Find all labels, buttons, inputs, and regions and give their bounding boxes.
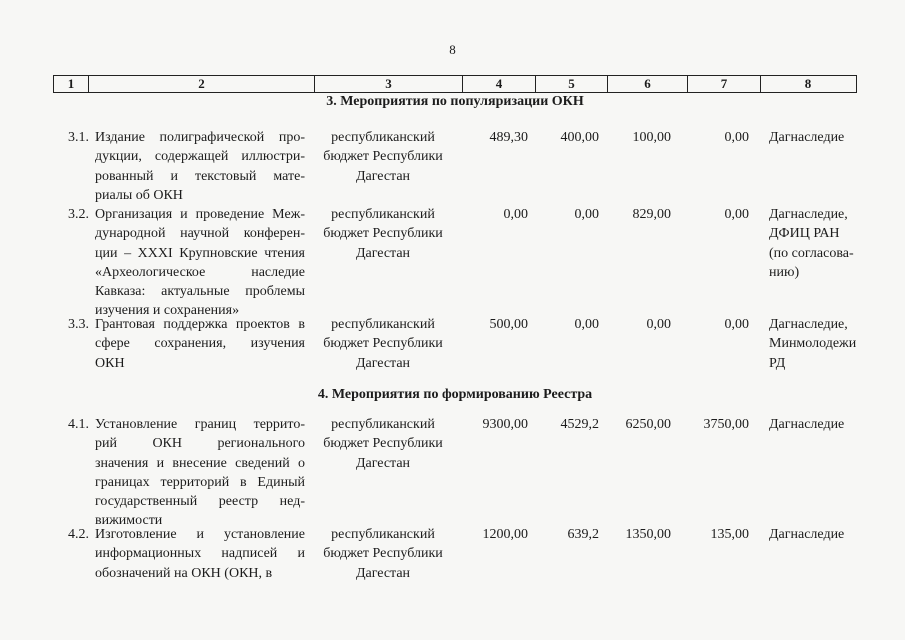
funding-source: [309, 128, 457, 186]
source-line: республиканский: [331, 417, 435, 432]
source-line: Дагестан: [355, 455, 411, 471]
amount-col-5: 0,00: [574, 207, 599, 222]
desc-line: Изготовление и установление: [95, 527, 305, 542]
header-col-8: 8: [804, 76, 812, 91]
measure-description: [95, 525, 305, 583]
funding-source: [309, 525, 457, 583]
amount-col-5: 400,00: [560, 130, 599, 145]
exec-line: Дагнаследие: [769, 130, 845, 145]
desc-line: вижимости: [95, 513, 163, 529]
measure-description: [95, 205, 305, 321]
executor: [769, 525, 861, 544]
header-col-7: 7: [688, 76, 761, 92]
desc-line: риалы об ОКН: [95, 187, 183, 203]
amount-col-7: 135,00: [710, 527, 749, 542]
funding-source: [309, 205, 457, 263]
exec-line: ДФИЦ РАН: [769, 226, 840, 242]
section-heading-4: 4. Мероприятия по формированию Реестра: [317, 387, 593, 402]
source-line: бюджет Республики: [323, 546, 443, 562]
source-line: Дагестан: [355, 245, 411, 261]
source-line: бюджет Республики: [323, 436, 443, 452]
source-line: республиканский: [331, 527, 435, 542]
desc-line: ции – XXXI Крупновские чтения: [95, 245, 305, 261]
amount-col-4: 0,00: [503, 207, 528, 222]
desc-line: Грантовая поддержка проектов в: [95, 317, 305, 332]
exec-line: (по согласова-: [769, 245, 854, 261]
source-line: бюджет Республики: [323, 336, 443, 352]
amount-col-4: 489,30: [489, 130, 528, 145]
amount-col-6: 1350,00: [625, 527, 671, 542]
amount-col-6: 100,00: [632, 130, 671, 145]
desc-line: дукции, содержащей иллюстри-: [95, 149, 305, 165]
desc-line: информационных надписей и: [95, 546, 305, 562]
amount-col-7: 0,00: [724, 130, 749, 145]
desc-line: дународной научной конферен-: [95, 226, 305, 242]
desc-line: «Археологическое наследие: [95, 264, 305, 280]
measure-description: [95, 415, 305, 531]
desc-line: Издание полиграфической про-: [95, 130, 305, 145]
row-number: 3.3.: [68, 317, 89, 332]
exec-line: Минмолодежи: [769, 336, 857, 352]
header-col-5: 5: [536, 76, 608, 92]
header-col-1: 1: [54, 76, 89, 92]
amount-col-4: 500,00: [489, 317, 528, 332]
amount-col-6: 829,00: [632, 207, 671, 222]
amount-col-5: 0,00: [574, 317, 599, 332]
amount-col-6: 6250,00: [625, 417, 671, 432]
desc-line: изучения и сохранения»: [95, 303, 240, 319]
source-line: бюджет Республики: [323, 226, 443, 242]
amount-col-4: 1200,00: [482, 527, 528, 542]
source-line: Дагестан: [355, 355, 411, 371]
exec-line: нию): [769, 264, 800, 280]
row-number: 4.2.: [68, 527, 89, 542]
amount-col-4: 9300,00: [482, 417, 528, 432]
executor: [769, 128, 861, 147]
desc-line: Организация и проведение Меж-: [95, 207, 305, 222]
header-col-6: 6: [608, 76, 688, 92]
section-heading-3: 3. Мероприятия по популяризации ОКН: [326, 94, 584, 109]
source-line: Дагестан: [355, 168, 411, 184]
executor: [769, 315, 861, 373]
exec-line: Дагнаследие,: [769, 317, 848, 332]
exec-line: РД: [769, 355, 786, 371]
desc-line: рий ОКН регионального: [95, 436, 305, 452]
row-number: 4.1.: [68, 417, 89, 432]
desc-line: Установление границ террито-: [95, 417, 305, 432]
funding-source: [309, 415, 457, 473]
executor: [769, 415, 861, 434]
exec-line: Дагнаследие,: [769, 207, 848, 222]
executor: [769, 205, 861, 282]
exec-line: Дагнаследие: [769, 527, 845, 542]
source-line: Дагестан: [355, 565, 411, 581]
desc-line: Кавказа: актуальные проблемы: [95, 284, 305, 300]
amount-col-5: 4529,2: [560, 417, 599, 432]
measure-description: [95, 315, 305, 373]
header-col-4: 4: [463, 76, 536, 92]
row-number: 3.2.: [68, 207, 89, 222]
amount-col-7: 3750,00: [703, 417, 749, 432]
amount-col-5: 639,2: [567, 527, 599, 542]
source-line: республиканский: [331, 207, 435, 222]
desc-line: обозначений на ОКН (ОКН, в: [95, 565, 273, 581]
source-line: республиканский: [331, 317, 435, 332]
table-header-row: [53, 75, 857, 93]
page-number: 8: [449, 42, 456, 57]
funding-source: [309, 315, 457, 373]
source-line: республиканский: [331, 130, 435, 145]
source-line: бюджет Республики: [323, 149, 443, 165]
amount-col-7: 0,00: [724, 317, 749, 332]
exec-line: Дагнаследие: [769, 417, 845, 432]
row-number: 3.1.: [68, 130, 89, 145]
desc-line: значения и внесение сведений о: [95, 455, 305, 471]
measure-description: [95, 128, 305, 205]
header-col-2: 2: [89, 76, 315, 92]
desc-line: ОКН: [95, 355, 125, 371]
amount-col-7: 0,00: [724, 207, 749, 222]
desc-line: государственный реестр нед-: [95, 494, 305, 510]
amount-col-6: 0,00: [646, 317, 671, 332]
desc-line: границах территорий в Единый: [95, 474, 305, 490]
desc-line: рованный и текстовый мате-: [95, 168, 305, 184]
header-col-3: 3: [315, 76, 463, 92]
desc-line: сфере сохранения, изучения: [95, 336, 305, 352]
